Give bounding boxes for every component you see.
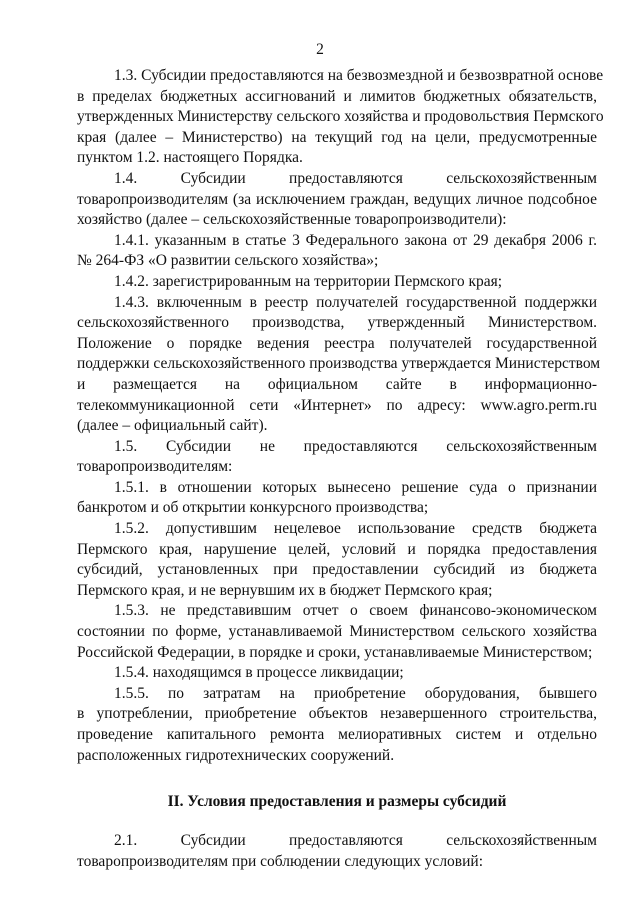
paragraph-line: пунктом 1.2. настоящего Порядка. <box>77 149 303 167</box>
paragraph-p-1-5-2 <box>77 519 597 601</box>
section-spacer-after <box>77 812 597 831</box>
paragraph-line: Пермского края, нарушение целей, условий и порядка предоставления <box>77 540 597 558</box>
paragraph-line: состоянии по форме, устанавливаемой Министерством сельского хозяйства <box>77 623 597 641</box>
paragraph-p-1-4-3 <box>77 293 601 437</box>
paragraph-line: 1.5.3. не представившим отчет о своем финансово-экономическом <box>114 602 597 620</box>
paragraph-line: Положение о порядке ведения реестра получателей государственной <box>77 334 597 352</box>
section-spacer <box>77 766 597 792</box>
document-body <box>77 66 604 872</box>
paragraph-p-1-5-3 <box>77 601 597 663</box>
paragraph-line: 1.5. Субсидии не предоставляются сельскохозяйственным <box>114 437 597 455</box>
paragraph-line: расположенных гидротехнических сооружений. <box>77 746 395 764</box>
paragraph-line: в употреблении, приобретение объектов незавершенного строительства, <box>77 705 597 723</box>
paragraph-line: 1.4.1. указанным в статье 3 Федерального закона от 29 декабря 2006 г. <box>114 231 597 249</box>
paragraph-list <box>77 66 604 766</box>
paragraph-line: проведение капитального ремонта мелиоративных систем и отдельно <box>77 726 597 743</box>
paragraph-p-1-4-1 <box>77 231 597 272</box>
paragraph-line: субсидий, установленных при предоставлении субсидий из бюджета <box>77 561 597 579</box>
paragraph-line: 1.5.1. в отношении которых вынесено решение суда о признании <box>114 478 597 496</box>
paragraph-line: поддержки сельскохозяйственного производства утверждается Министерством <box>77 355 601 373</box>
paragraph-line: хозяйство (далее – сельскохозяйственные товаропроизводители): <box>77 211 507 229</box>
paragraph-line: товаропроизводителям при соблюдении следующих условий: <box>77 852 484 870</box>
paragraph-line: 1.5.5. по затратам на приобретение оборудования, бывшего <box>114 684 597 702</box>
paragraph-p-1-5-4 <box>77 663 597 684</box>
paragraph-p-1-5-1 <box>77 478 597 519</box>
paragraph-line: 1.3. Субсидии предоставляются на безвозмездной и безвозвратной основе <box>114 67 604 84</box>
paragraph-line: края (далее – Министерство) на текущий год на цели, предусмотренные <box>77 128 597 146</box>
paragraph-p-1-4 <box>77 169 597 231</box>
paragraph-line: банкротом и об открытии конкурсного производства; <box>77 499 429 517</box>
paragraph-p-2-1 <box>77 831 597 872</box>
paragraph-line: 1.4.3. включенным в реестр получателей государственной поддержки <box>114 293 597 311</box>
paragraph-p-1-5 <box>77 437 597 478</box>
paragraph-line: утвержденных Министерству сельского хозяйства и продовольствия Пермского <box>77 108 604 126</box>
section-heading: II. Условия предоставления и размеры субсидий <box>167 793 507 811</box>
paragraph-p-1-3 <box>77 66 604 169</box>
paragraph-line: Российской Федерации, в порядке и сроки, устанавливаемые Министерством; <box>77 643 593 661</box>
paragraph-line: Пермского края, и не вернувшим их в бюджет Пермского края; <box>77 581 493 599</box>
paragraph-line: 1.4. Субсидии предоставляются сельскохозяйственным <box>114 169 597 187</box>
paragraph-line: (далее – официальный сайт). <box>77 417 268 435</box>
paragraph-p-1-4-2 <box>77 272 597 293</box>
paragraph-line: 1.5.2. допустившим нецелевое использование средств бюджета <box>114 520 597 538</box>
paragraph-line: № 264-ФЗ «О развитии сельского хозяйства»; <box>77 252 379 270</box>
paragraph-line: 1.5.4. находящимся в процессе ликвидации; <box>114 664 404 682</box>
paragraph-line: телекоммуникационной сети «Интернет» по адресу: www.agro.perm.ru <box>77 396 597 414</box>
page-number: 2 <box>316 41 324 58</box>
paragraph-line: сельскохозяйственного производства, утвержденный Министерством. <box>77 314 597 332</box>
paragraph-line: и размещается на официальном сайте в информационно- <box>77 375 597 393</box>
paragraph-line: товаропроизводителям (за исключением граждан, ведущих личное подсобное <box>77 190 597 208</box>
paragraph-line: 1.4.2. зарегистрированным на территории Пермского края; <box>114 272 503 290</box>
paragraph-line: 2.1. Субсидии предоставляются сельскохозяйственным <box>114 832 597 850</box>
paragraph-p-1-5-5 <box>77 684 597 766</box>
paragraph-line: товаропроизводителям: <box>77 458 233 476</box>
paragraph-line: в пределах бюджетных ассигнований и лимитов бюджетных обязательств, <box>77 87 597 105</box>
section-paragraph-list <box>77 831 597 872</box>
